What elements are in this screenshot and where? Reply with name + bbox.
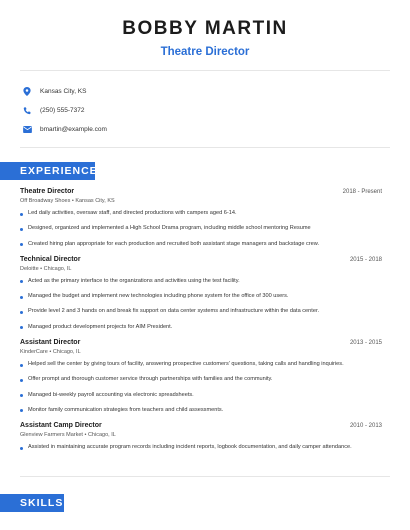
resume-header bbox=[0, 0, 410, 58]
contact-location bbox=[22, 82, 107, 101]
job-company-line: Off Broadway Shoes • Kansas City, KS bbox=[20, 198, 115, 204]
job-bullets bbox=[20, 210, 382, 248]
job-company: Glenview Farmers Market bbox=[20, 432, 83, 439]
job-entry bbox=[20, 339, 382, 414]
email-text: bmartin@example.com bbox=[40, 126, 107, 133]
job-location: Chicago, IL bbox=[43, 265, 72, 272]
job-dates: 2018 - Present bbox=[342, 189, 382, 195]
job-company-line: KinderCare • Chicago, IL bbox=[20, 349, 81, 356]
experience-divider bbox=[20, 476, 390, 477]
bullet-item: Offer prompt and thorough customer service through partnerships with families and the community. bbox=[28, 376, 382, 383]
job-location: Chicago, IL bbox=[52, 349, 81, 356]
job-bullets bbox=[20, 278, 382, 331]
bullet-item: Assisted in maintaining accurate program records including incident reports, logbook documentation, and daily camper attendance. bbox=[28, 444, 382, 451]
job-dates: 2013 - 2015 bbox=[349, 340, 382, 347]
job-bullets bbox=[20, 444, 382, 451]
envelope-icon bbox=[22, 125, 32, 135]
bullet-item: Monitor family communication strategies from teachers and child assessments. bbox=[28, 407, 382, 414]
contact-divider bbox=[20, 147, 390, 148]
bullet-item: Provide level 2 and 3 hands on and break fix support on data center systems and infrastructure within the data center. bbox=[28, 308, 382, 315]
job-entry bbox=[20, 256, 382, 331]
job-company: Deloitte bbox=[20, 265, 39, 272]
bullet-item: Acted as the primary interface to the organizations and activities using the test facility. bbox=[28, 278, 382, 285]
job-heading bbox=[20, 256, 382, 263]
experience-list bbox=[20, 188, 382, 460]
header-divider bbox=[20, 70, 390, 71]
job-location: Chicago, IL bbox=[87, 432, 116, 439]
job-location: Kansas City, KS bbox=[75, 198, 115, 204]
job-dates: 2010 - 2013 bbox=[349, 423, 382, 430]
job-company: KinderCare bbox=[20, 349, 48, 356]
job-title: Theatre Director bbox=[20, 188, 75, 195]
job-company-line: Deloitte • Chicago, IL bbox=[20, 265, 72, 272]
contact-email bbox=[22, 120, 107, 139]
candidate-title: Theatre Director bbox=[160, 46, 250, 58]
job-title: Assistant Camp Director bbox=[20, 422, 102, 430]
bullet-item: Designed, organized and implemented a High School Drama program, including middle school mentoring Resume bbox=[28, 225, 382, 232]
phone-text: (250) 555-7372 bbox=[40, 107, 85, 114]
contact-info bbox=[22, 82, 107, 139]
job-company-line: Glenview Farmers Market • Chicago, IL bbox=[20, 432, 116, 439]
bullet-item: Managed bi-weekly payroll accounting via electronic spreadsheets. bbox=[28, 392, 382, 399]
job-entry bbox=[20, 188, 382, 248]
bullet-item: Managed product development projects for AIM President. bbox=[28, 324, 382, 331]
location-text: Kansas City, KS bbox=[40, 88, 87, 95]
job-dates: 2015 - 2018 bbox=[349, 256, 382, 263]
bullet-item: Led daily activities, oversaw staff, and directed productions with campers aged 6-14. bbox=[28, 210, 382, 217]
experience-section-header: EXPERIENCE bbox=[0, 162, 95, 180]
bullet-item: Created hiring plan appropriate for each production and recruited both assistant stage managers and backstage crew. bbox=[28, 241, 382, 248]
skills-section-header: SKILLS bbox=[0, 494, 64, 512]
bullet-item: Helped sell the center by giving tours of facility, answering prospective customers' questions, taking calls and handling inquiries. bbox=[28, 361, 382, 368]
job-entry bbox=[20, 422, 382, 451]
bullet-item: Managed the budget and implement new technologies including phone system for the office of 300 users. bbox=[28, 293, 382, 300]
job-heading bbox=[20, 339, 382, 346]
candidate-name: BOBBY MARTIN bbox=[122, 18, 288, 39]
location-pin-icon bbox=[22, 87, 32, 97]
job-bullets bbox=[20, 361, 382, 414]
job-company: Off Broadway Shoes bbox=[20, 198, 71, 204]
contact-phone bbox=[22, 101, 107, 120]
job-heading bbox=[20, 422, 382, 429]
job-title: Technical Director bbox=[20, 255, 81, 263]
job-heading bbox=[20, 188, 382, 195]
job-title: Assistant Director bbox=[20, 339, 81, 347]
phone-icon bbox=[22, 106, 32, 116]
